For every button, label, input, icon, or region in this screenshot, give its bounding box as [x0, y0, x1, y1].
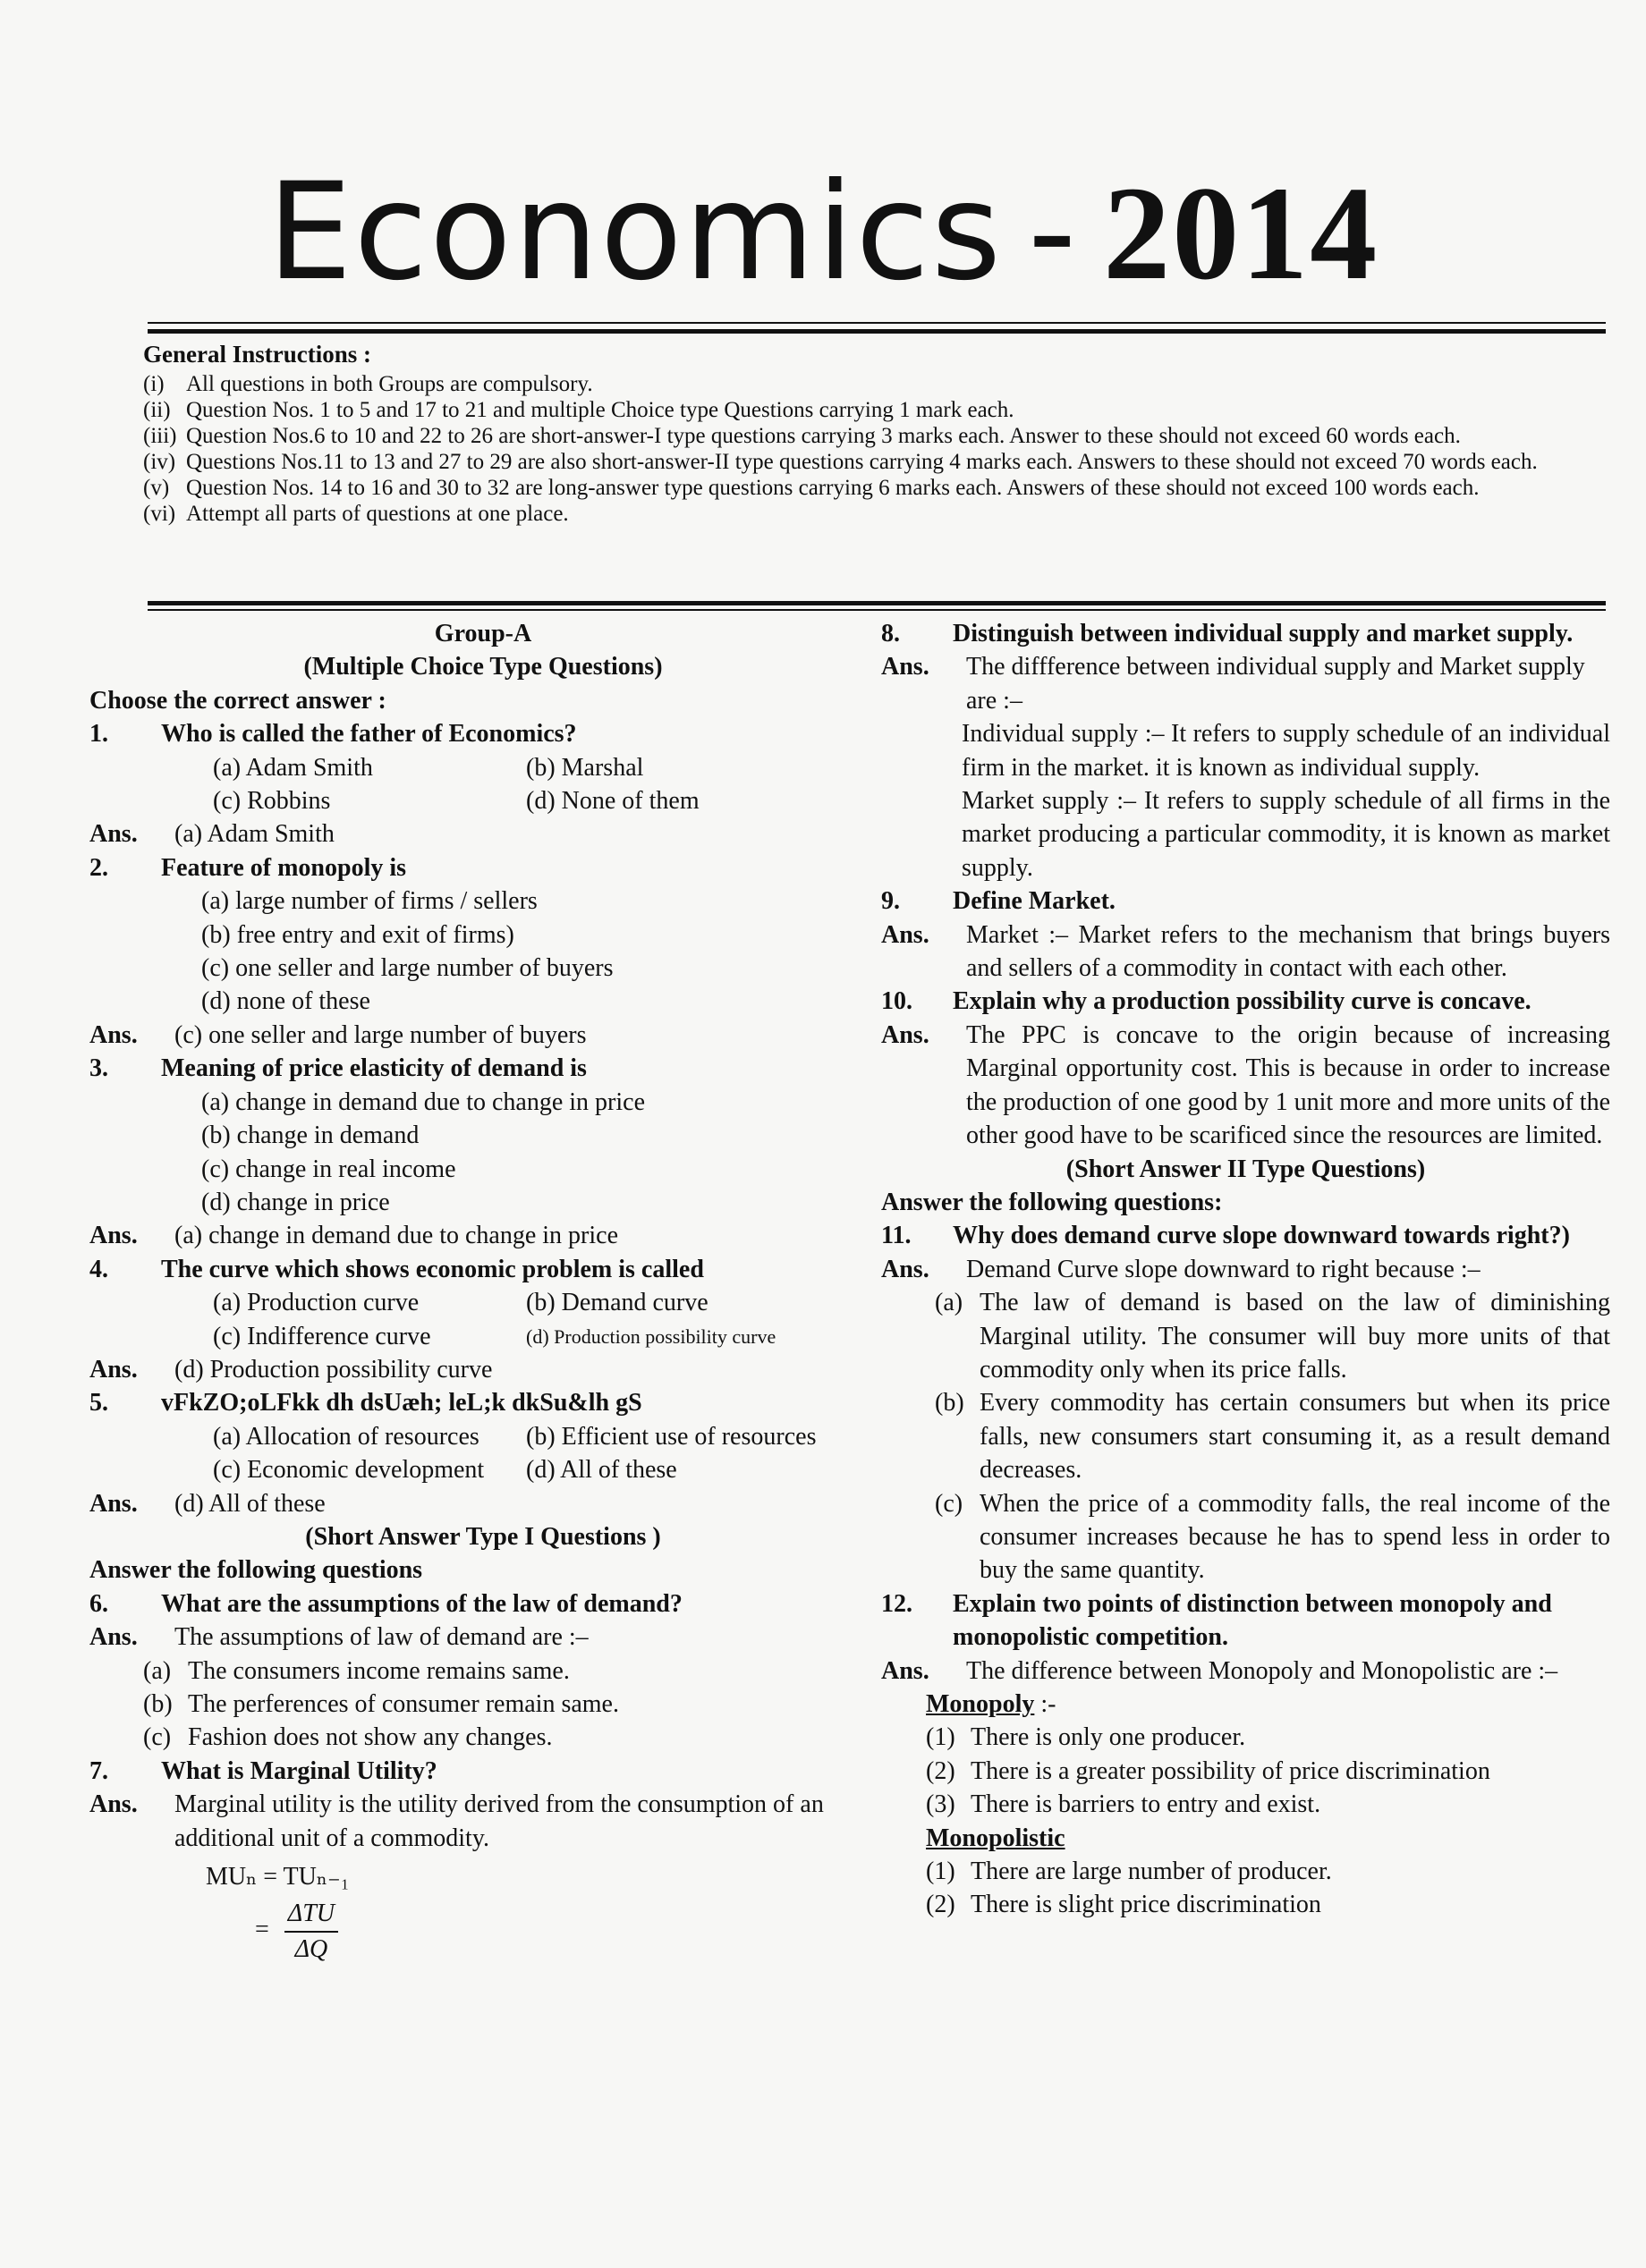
left-column — [89, 617, 877, 1966]
answer: Ans. The assumptions of law of demand are :– — [89, 1623, 589, 1652]
answer-paragraph: Market supply :– It refers to supply schedule of all firms in the market producing a particular commodity, it is known as market supply. — [962, 787, 1610, 882]
answer: Ans. (a) Adam Smith — [89, 820, 335, 849]
instruction-item: (v) Question Nos. 14 to 16 and 30 to 32 are long-answer type questions carrying 6 marks each. Answers of these should not exceed 100 words each. — [143, 476, 1480, 500]
question-3: 3. Meaning of price elasticity of demand is — [89, 1054, 587, 1083]
question-9: 9. Define Market. — [881, 887, 1116, 916]
choose-instruction: Choose the correct answer : — [89, 686, 386, 715]
options: (c) Indifference curve (d) Production possibility curve — [213, 1322, 776, 1350]
group-heading: Group-A — [434, 620, 532, 647]
question-4: 4. The curve which shows economic problem is called — [89, 1255, 704, 1283]
list-item: (3) There is barriers to entry and exist. — [926, 1790, 1321, 1819]
option: (a) change in demand due to change in price — [201, 1087, 646, 1116]
answer: Ans. The diffference between individual supply and Market supply are :– — [881, 653, 1585, 715]
options: (a) Allocation of resources (b) Efficient use of resources — [213, 1422, 817, 1451]
answer-paragraph: Individual supply :– It refers to supply schedule of an individual firm in the market. it is known as individual supply. — [962, 720, 1610, 782]
answer: Ans. Marginal utility is the utility derived from the consumption of an additional unit of a commodity. — [89, 1790, 824, 1852]
list-item: (1) There are large number of producer. — [926, 1858, 1332, 1886]
page-title — [0, 155, 1646, 310]
top-rule-thick — [148, 329, 1606, 334]
sub-point: (a) The law of demand is based on the law of diminishing Marginal utility. The consumer will buy more units of that commodity only when its price falls. — [935, 1289, 1610, 1384]
answer: Ans. The PPC is concave to the origin because of increasing Marginal opportunity cost. This is because in order to increase the production of one good by 1 unit more and more units of the other good have to be scarificed since the resources are limited. — [881, 1020, 1610, 1150]
formula-fraction: $\frac{\text{ΔTU}}{\Delta Q}$ — [284, 1897, 338, 1966]
instruction-item: (ii) Question Nos. 1 to 5 and 17 to 21 and multiple Choice type Questions carrying 1 mark each. — [143, 398, 1014, 422]
answer-following-instruction: Answer the following questions — [89, 1556, 423, 1585]
monopoly-heading: Monopoly :- — [926, 1690, 1056, 1718]
option: (c) one seller and large number of buyers — [201, 954, 614, 983]
sub-point: (c) Fashion does not show any changes. — [143, 1723, 553, 1752]
formula-line-1: MUₙ = TUₙ₋₁ — [206, 1863, 350, 1891]
title-separator: - — [1028, 155, 1079, 310]
answer: Ans. (d) All of these — [89, 1489, 326, 1518]
question-7: 7. What is Marginal Utility? — [89, 1756, 437, 1785]
sub-point: (b) Every commodity has certain consumers but when its price falls, new consumers start consuming it, as a result demand decreases. — [935, 1389, 1610, 1485]
middle-rule-thick — [148, 601, 1606, 605]
instruction-item: (vi) Attempt all parts of questions at one place. — [143, 502, 569, 526]
title-word: Economics — [267, 155, 1004, 310]
instruction-item: (i) All questions in both Groups are compulsory. — [143, 372, 593, 396]
question-1: 1. Who is called the father of Economics? — [89, 720, 577, 749]
option: (c) change in real income — [201, 1155, 456, 1183]
general-instructions — [143, 342, 1610, 527]
top-rule-thin — [148, 322, 1606, 324]
option: (b) change in demand — [201, 1121, 420, 1150]
question-5: 5. vFkZO;oLFkk dh dsUæh; leL;k dkSu&lh gS — [89, 1389, 642, 1418]
options: (a) Production curve (b) Demand curve — [213, 1289, 708, 1317]
list-item: (2) There is a greater possibility of price discrimination — [926, 1756, 1490, 1785]
answer: Ans. The difference between Monopoly and Monopolistic are :– — [881, 1656, 1558, 1685]
question-8: 8. Distinguish between individual supply and market supply. — [881, 620, 1574, 647]
sa2-heading: (Short Answer II Type Questions) — [1065, 1155, 1426, 1183]
answer: Ans. Demand Curve slope downward to right because :– — [881, 1255, 1481, 1283]
question-10: 10. Explain why a production possibility curve is concave. — [881, 987, 1531, 1016]
instruction-item: (iv) Questions Nos.11 to 13 and 27 to 29 are also short-answer-II type questions carrying 4 marks each. Answers to these should not exceed 70 words each. — [143, 450, 1538, 474]
options: (c) Economic development (d) All of these — [213, 1456, 677, 1485]
marginal-utility-formula — [89, 1860, 877, 1966]
monopolistic-heading: Monopolistic — [926, 1824, 1065, 1852]
mcq-heading: (Multiple Choice Type Questions) — [303, 653, 663, 681]
answer: Ans. (c) one seller and large number of buyers — [89, 1020, 587, 1049]
list-item: (1) There is only one producer. — [926, 1723, 1246, 1752]
option: (b) free entry and exit of firms) — [201, 920, 514, 949]
sub-point: (c) When the price of a commodity falls, the real income of the consumer increases because he has to spend less in order to buy the same quantity. — [935, 1489, 1610, 1585]
instructions-heading: General Instructions : — [143, 341, 371, 368]
question-11: 11. Why does demand curve slope downward towards right?) — [881, 1222, 1570, 1250]
right-column — [881, 617, 1610, 1922]
option: (d) none of these — [201, 987, 370, 1016]
sa1-heading: (Short Answer Type I Questions ) — [305, 1522, 661, 1551]
middle-rule-thin — [148, 609, 1606, 611]
answer: Ans. (a) change in demand due to change in price — [89, 1222, 619, 1250]
option: (d) change in price — [201, 1188, 390, 1216]
sub-point: (a) The consumers income remains same. — [143, 1656, 570, 1685]
option: (a) large number of firms / sellers — [201, 887, 538, 916]
answer-following-instruction: Answer the following questions: — [881, 1188, 1223, 1216]
answer: Ans. Market :– Market refers to the mechanism that brings buyers and sellers of a commodity in contact with each other. — [881, 920, 1610, 983]
question-6: 6. What are the assumptions of the law of demand? — [89, 1589, 683, 1618]
question-2: 2. Feature of monopoly is — [89, 853, 407, 882]
answer: Ans. (d) Production possibility curve — [89, 1355, 493, 1384]
sub-point: (b) The perferences of consumer remain same. — [143, 1690, 619, 1718]
options: (c) Robbins (d) None of them — [213, 787, 700, 816]
formula-line-2: = $\frac{\text{ΔTU}}{\Delta Q}$ — [206, 1897, 877, 1966]
instruction-item: (iii) Question Nos.6 to 10 and 22 to 26 are short-answer-I type questions carrying 3 marks each. Answer to these should not exceed 60 words each. — [143, 424, 1461, 448]
question-12: 12. Explain two points of distinction between monopoly and monopolistic competition. — [881, 1589, 1552, 1652]
title-year: 2014 — [1103, 159, 1379, 308]
options: (a) Adam Smith (b) Marshal — [213, 753, 644, 782]
list-item: (2) There is slight price discrimination — [926, 1891, 1321, 1919]
